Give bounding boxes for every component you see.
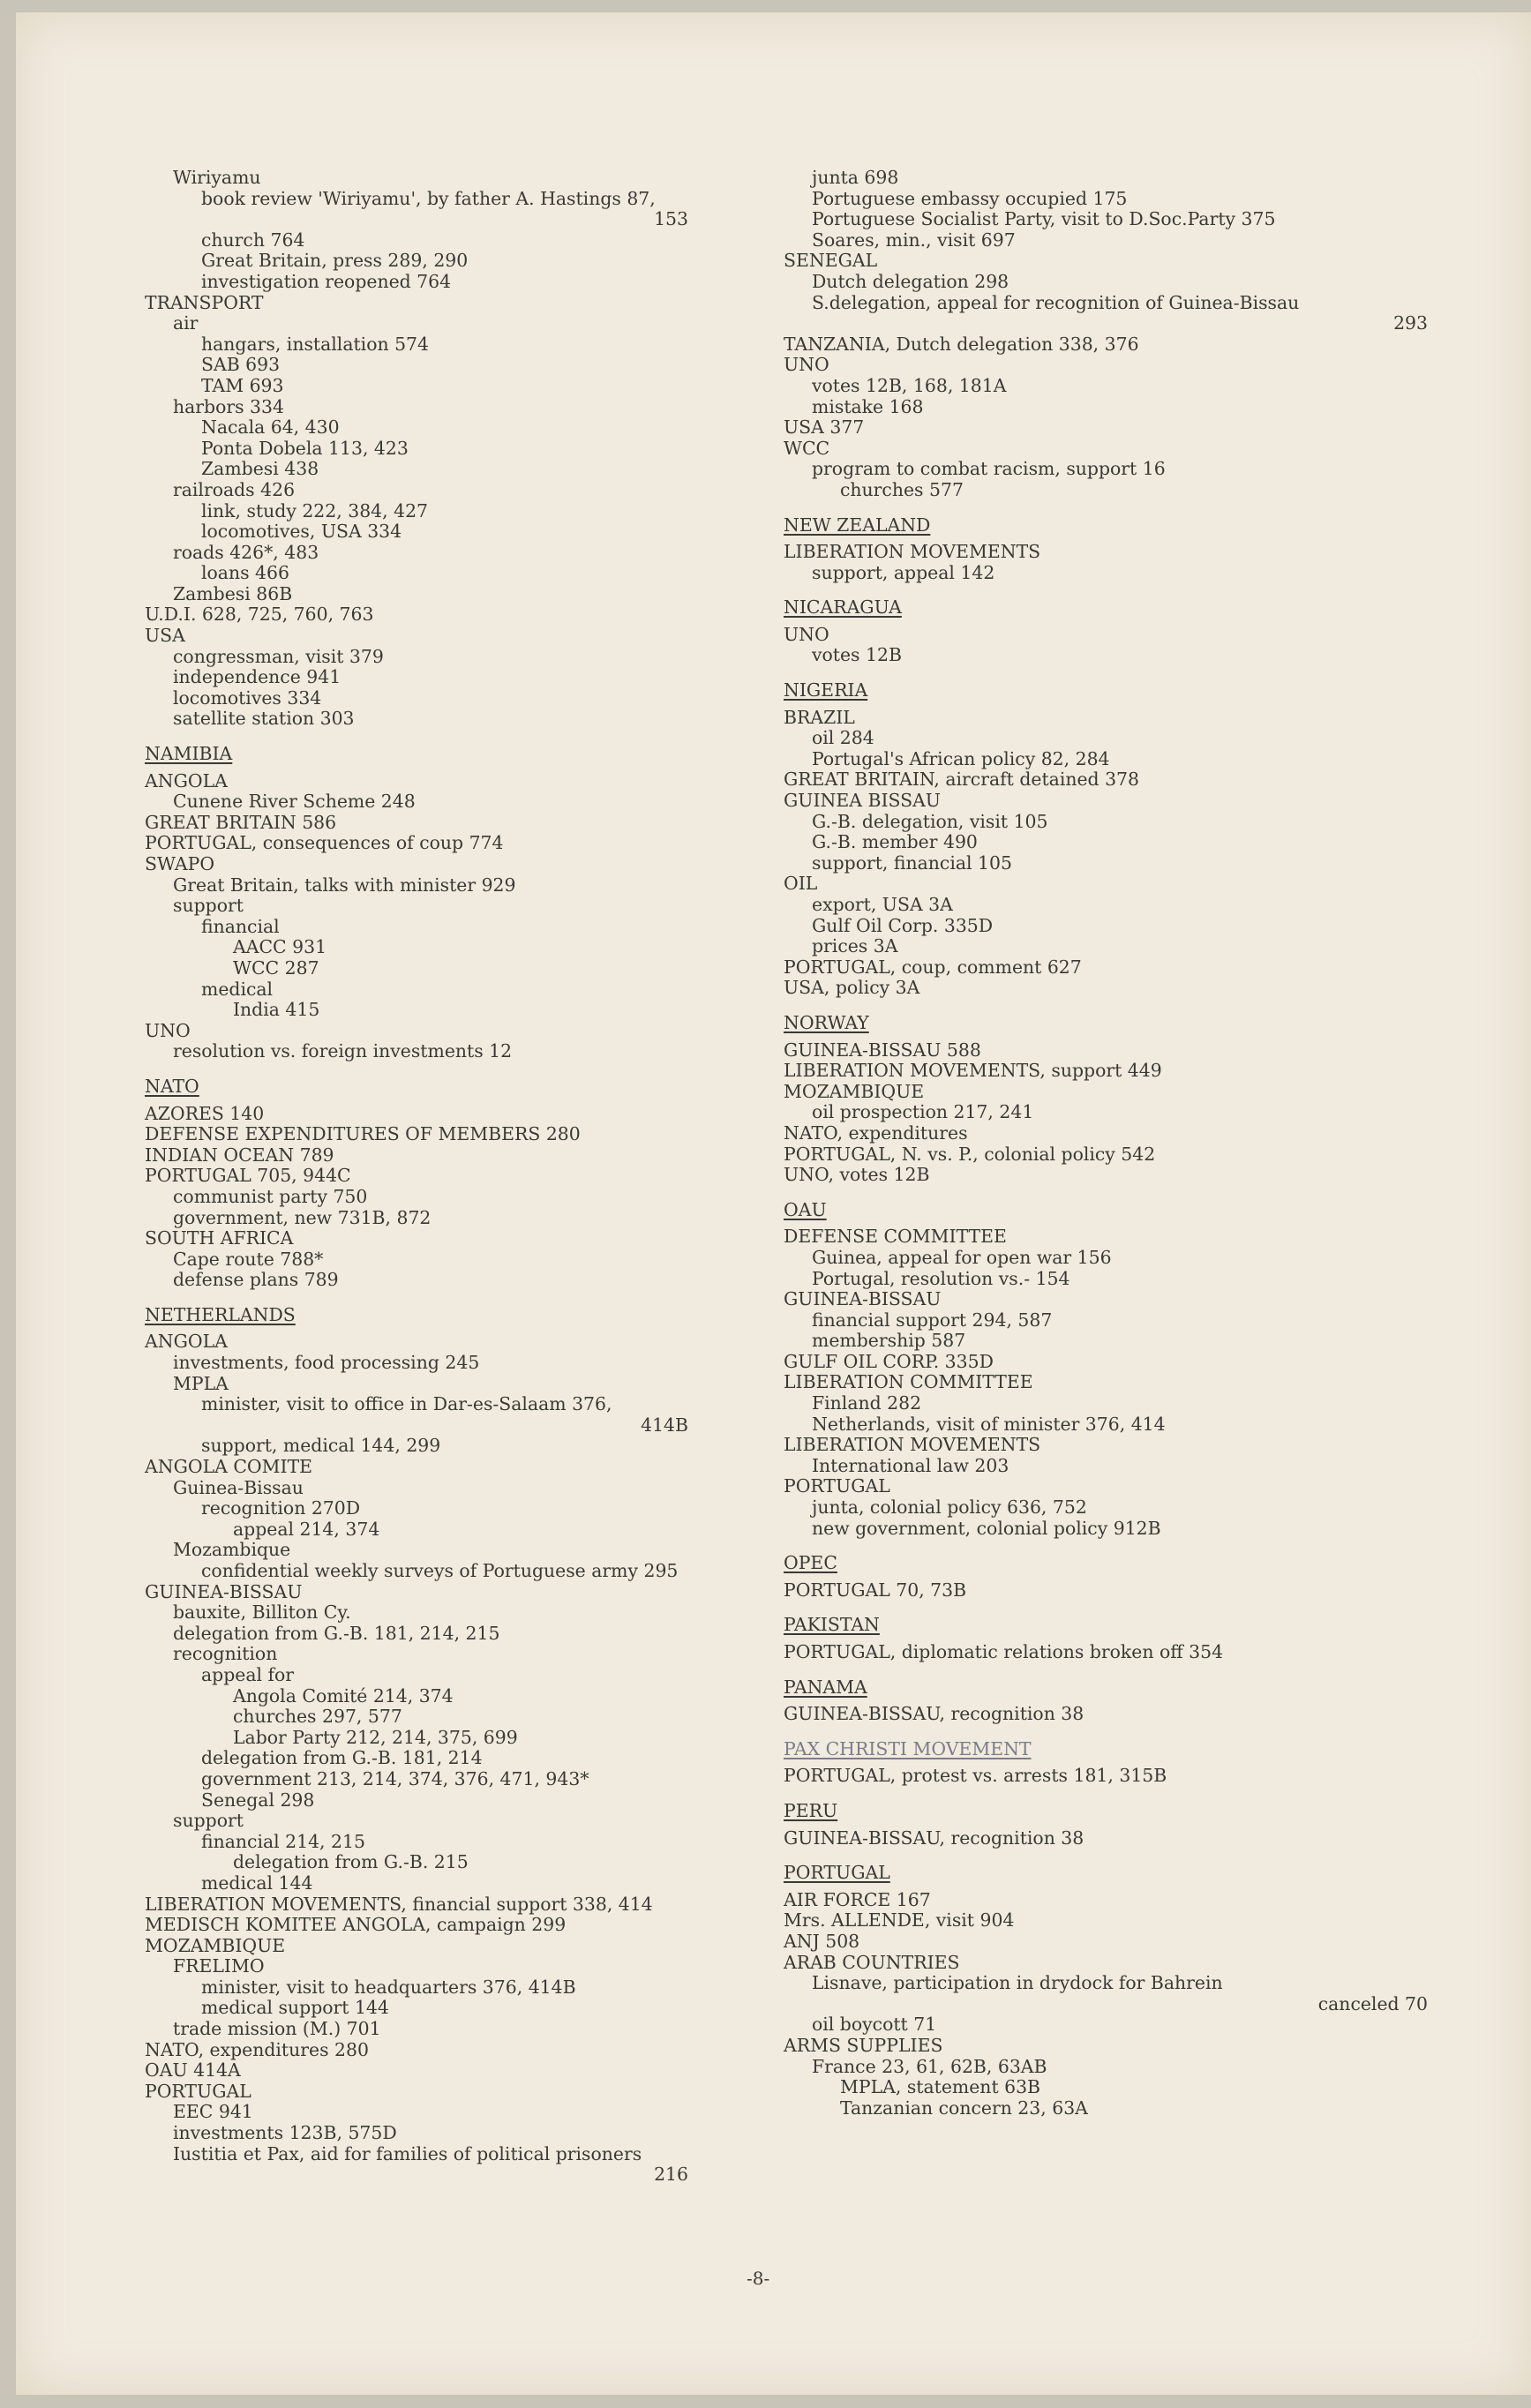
- index-entry: independence 941: [173, 666, 341, 688]
- index-entry: hangars, installation 574: [201, 333, 429, 355]
- index-entry: USA 377: [784, 416, 865, 439]
- index-entry: UNO, votes 12B: [784, 1164, 930, 1186]
- index-entry: S.delegation, appeal for recognition of Guinea-Bissau: [812, 291, 1300, 313]
- index-entry: oil boycott 71: [812, 2014, 937, 2036]
- index-heading: NEW ZEALAND: [784, 514, 931, 536]
- index-entry: Gulf Oil Corp. 335D: [812, 914, 994, 936]
- index-entry: Netherlands, visit of minister 376, 414: [812, 1413, 1166, 1435]
- index-entry: Zambesi 86B: [173, 582, 293, 604]
- index-entry: PORTUGAL, N. vs. P., colonial policy 542: [784, 1143, 1156, 1165]
- index-entry: Portugal's African policy 82, 284: [812, 747, 1110, 769]
- index-entry: FRELIMO: [173, 1955, 265, 1977]
- index-entry: U.D.I. 628, 725, 760, 763: [145, 604, 374, 626]
- index-entry: PORTUGAL, coup, comment 627: [784, 956, 1082, 978]
- index-entry: support, financial 105: [812, 851, 1012, 874]
- index-heading: PANAMA: [784, 1676, 867, 1698]
- index-entry: ANGOLA: [145, 769, 228, 791]
- index-entry: SWAPO: [145, 853, 215, 874]
- index-entry: TANZANIA, Dutch delegation 338, 376: [784, 333, 1139, 355]
- index-entry: support, medical 144, 299: [201, 1435, 441, 1457]
- index-entry: AACC 931: [233, 936, 327, 958]
- index-entry: air: [173, 312, 199, 334]
- index-entry: GULF OIL CORP. 335D: [784, 1350, 994, 1372]
- index-entry: WCC: [784, 437, 830, 459]
- index-entry: Cunene River Scheme 248: [173, 791, 416, 813]
- index-entry: trade mission (M.) 701: [173, 2018, 381, 2040]
- index-entry: WCC 287: [233, 956, 319, 979]
- index-entry: financial support 294, 587: [812, 1309, 1053, 1331]
- index-entry: OAU 414A: [145, 2059, 241, 2082]
- index-column-left: [145, 168, 709, 2186]
- index-heading: PAKISTAN: [784, 1614, 880, 1636]
- index-heading: NATO: [145, 1075, 199, 1097]
- index-entry: membership 587: [812, 1330, 966, 1352]
- index-entry: book review 'Wiriyamu', by father A. Hastings 87,: [201, 187, 656, 209]
- index-entry: NATO, expenditures: [784, 1121, 968, 1144]
- index-entry: SENEGAL: [784, 250, 878, 272]
- index-entry: Great Britain, talks with minister 929: [173, 874, 516, 896]
- index-entry: TRANSPORT: [145, 291, 264, 313]
- index-entry: confidential weekly surveys of Portuguese army 295: [201, 1560, 679, 1581]
- index-entry: Cape route 788*: [173, 1248, 324, 1270]
- index-entry: ANGOLA: [145, 1331, 228, 1353]
- index-entry: bauxite, Billiton Cy.: [173, 1602, 351, 1624]
- index-entry: Guinea, appeal for open war 156: [812, 1246, 1112, 1268]
- index-entry: UNO: [784, 623, 829, 645]
- index-entry: 293: [1393, 312, 1428, 334]
- index-entry: PORTUGAL: [784, 1475, 890, 1497]
- index-entry: PORTUGAL 705, 944C: [145, 1165, 351, 1187]
- index-entry: recognition: [173, 1643, 278, 1665]
- index-entry: Portuguese embassy occupied 175: [812, 187, 1128, 209]
- index-entry: USA: [145, 625, 185, 647]
- index-entry: medical support 144: [201, 1997, 389, 2019]
- index-entry: LIBERATION MOVEMENTS: [784, 1434, 1041, 1456]
- index-entry: OIL: [784, 873, 818, 895]
- index-entry: minister, visit to office in Dar-es-Salaam 376,: [201, 1393, 612, 1415]
- index-entry: minister, visit to headquarters 376, 414B: [201, 1976, 576, 1998]
- index-entry: church 764: [201, 229, 305, 251]
- index-entry: resolution vs. foreign investments 12: [173, 1040, 513, 1062]
- index-heading: OPEC: [784, 1552, 837, 1574]
- index-heading: NAMIBIA: [145, 743, 233, 765]
- index-entry: votes 12B: [812, 644, 902, 666]
- index-entry: government 213, 214, 374, 376, 471, 943*: [201, 1767, 589, 1789]
- index-entry: support: [173, 895, 244, 917]
- index-entry: export, USA 3A: [812, 894, 953, 915]
- index-entry: locomotives, USA 334: [201, 521, 402, 543]
- index-entry: program to combat racism, support 16: [812, 458, 1166, 480]
- index-entry: GUINEA-BISSAU: [784, 1288, 942, 1310]
- index-entry: recognition 270D: [201, 1497, 361, 1519]
- index-entry: NATO, expenditures 280: [145, 2038, 369, 2060]
- index-entry: churches 297, 577: [233, 1706, 402, 1728]
- index-entry: votes 12B, 168, 181A: [812, 374, 1007, 396]
- index-entry: delegation from G.-B. 181, 214: [201, 1747, 483, 1769]
- index-heading: NETHERLANDS: [145, 1303, 296, 1325]
- index-entry: Zambesi 438: [201, 458, 319, 480]
- index-entry: G.-B. member 490: [812, 831, 978, 853]
- index-entry: Angola Comité 214, 374: [233, 1684, 454, 1707]
- index-entry: AZORES 140: [145, 1102, 265, 1124]
- index-heading: PAX CHRISTI MOVEMENT: [784, 1737, 1032, 1759]
- index-entry: government, new 731B, 872: [173, 1206, 432, 1228]
- index-entry: LIBERATION MOVEMENTS: [784, 541, 1041, 563]
- index-entry: G.-B. delegation, visit 105: [812, 810, 1048, 832]
- index-entry: Ponta Dobela 113, 423: [201, 437, 409, 459]
- index-entry: SOUTH AFRICA: [145, 1227, 294, 1249]
- index-entry: mistake 168: [812, 395, 924, 417]
- index-entry: GUINEA-BISSAU 588: [784, 1039, 981, 1061]
- index-entry: SAB 693: [201, 354, 281, 376]
- index-entry: loans 466: [201, 562, 289, 584]
- index-entry: GUINEA BISSAU: [784, 790, 941, 812]
- index-entry: investments, food processing 245: [173, 1352, 480, 1374]
- index-entry: 153: [654, 208, 688, 230]
- index-entry: 414B: [641, 1414, 688, 1436]
- index-entry: TAM 693: [201, 374, 284, 396]
- index-entry: junta, colonial policy 636, 752: [812, 1497, 1087, 1519]
- index-entry: Portugal, resolution vs.- 154: [812, 1267, 1070, 1289]
- index-heading: NICARAGUA: [784, 596, 902, 619]
- index-entry: medical: [201, 978, 274, 1000]
- index-entry: ANGOLA COMITE: [145, 1456, 313, 1478]
- index-entry: EEC 941: [173, 2101, 253, 2123]
- index-entry: DEFENSE COMMITTEE: [784, 1226, 1007, 1248]
- index-entry: INDIAN OCEAN 789: [145, 1144, 334, 1166]
- index-entry: Guinea-Bissau: [173, 1476, 304, 1498]
- index-entry: LIBERATION MOVEMENTS, support 449: [784, 1060, 1162, 1082]
- index-entry: Nacala 64, 430: [201, 416, 340, 439]
- index-entry: India 415: [233, 999, 320, 1021]
- index-entry: Mrs. ALLENDE, visit 904: [784, 1909, 1015, 1932]
- document-page: [16, 12, 1531, 2395]
- index-entry: oil 284: [812, 727, 874, 749]
- index-entry: ANJ 508: [784, 1930, 860, 1952]
- index-entry: Portuguese Socialist Party, visit to D.Soc.Party 375: [812, 208, 1276, 230]
- index-entry: Wiriyamu: [173, 167, 261, 188]
- index-entry: support, appeal 142: [812, 561, 995, 583]
- index-entry: financial: [201, 915, 280, 937]
- index-column-right: [784, 168, 1428, 2119]
- index-entry: BRAZIL: [784, 706, 855, 728]
- index-entry: AIR FORCE 167: [784, 1888, 931, 1910]
- index-entry: MOZAMBIQUE: [784, 1080, 925, 1102]
- index-entry: roads 426*, 483: [173, 541, 319, 563]
- index-entry: France 23, 61, 62B, 63AB: [812, 2055, 1047, 2077]
- index-entry: MPLA, statement 63B: [840, 2076, 1041, 2098]
- index-entry: GUINEA-BISSAU: [145, 1580, 303, 1602]
- index-entry: Senegal 298: [201, 1789, 315, 1811]
- index-entry: financial 214, 215: [201, 1830, 365, 1852]
- index-entry: PORTUGAL: [145, 2080, 251, 2102]
- index-entry: MEDISCH KOMITEE ANGOLA, campaign 299: [145, 1914, 567, 1936]
- index-entry: railroads 426: [173, 478, 296, 500]
- index-entry: MPLA: [173, 1372, 229, 1394]
- index-entry: new government, colonial policy 912B: [812, 1517, 1161, 1539]
- index-heading: NORWAY: [784, 1011, 869, 1033]
- index-entry: Finland 282: [812, 1392, 922, 1414]
- index-entry: Lisnave, participation in drydock for Bahrein: [812, 1972, 1223, 1994]
- index-heading: OAU: [784, 1198, 827, 1220]
- index-entry: GREAT BRITAIN, aircraft detained 378: [784, 769, 1139, 791]
- index-entry: satellite station 303: [173, 708, 355, 730]
- index-entry: investments 123B, 575D: [173, 2122, 397, 2144]
- index-entry: LIBERATION COMMITTEE: [784, 1371, 1033, 1393]
- index-entry: oil prospection 217, 241: [812, 1101, 1034, 1123]
- index-entry: Great Britain, press 289, 290: [201, 250, 469, 272]
- index-entry: support: [173, 1810, 244, 1832]
- index-entry: link, study 222, 384, 427: [201, 499, 429, 521]
- index-entry: PORTUGAL, protest vs. arrests 181, 315B: [784, 1765, 1167, 1787]
- index-entry: Tanzanian concern 23, 63A: [840, 2097, 1088, 2119]
- index-entry: Mozambique: [173, 1539, 291, 1561]
- index-entry: communist party 750: [173, 1185, 368, 1207]
- index-entry: congressman, visit 379: [173, 645, 384, 667]
- index-entry: 216: [654, 2164, 688, 2186]
- index-entry: harbors 334: [173, 395, 284, 417]
- index-entry: UNO: [784, 354, 829, 376]
- index-entry: Soares, min., visit 697: [812, 229, 1016, 251]
- index-entry: GUINEA-BISSAU, recognition 38: [784, 1827, 1084, 1849]
- index-entry: Labor Party 212, 214, 375, 699: [233, 1726, 518, 1748]
- index-entry: International law 203: [812, 1454, 1009, 1476]
- index-entry: UNO: [145, 1019, 191, 1041]
- index-entry: prices 3A: [812, 935, 898, 957]
- index-entry: appeal for: [201, 1663, 295, 1685]
- index-entry: PORTUGAL, consequences of coup 774: [145, 832, 504, 854]
- index-entry: MOZAMBIQUE: [145, 1934, 286, 1956]
- index-entry: investigation reopened 764: [201, 270, 452, 292]
- index-heading: PORTUGAL: [784, 1862, 890, 1884]
- index-entry: junta 698: [812, 167, 899, 188]
- index-entry: Iustitia et Pax, aid for families of political prisoners: [173, 2142, 642, 2164]
- index-entry: medical 144: [201, 1872, 313, 1894]
- index-entry: LIBERATION MOVEMENTS, financial support 338, 414: [145, 1893, 653, 1915]
- index-entry: locomotives 334: [173, 686, 322, 709]
- index-entry: churches 577: [840, 478, 964, 500]
- index-entry: PORTUGAL 70, 73B: [784, 1579, 967, 1601]
- index-entry: delegation from G.-B. 215: [233, 1851, 469, 1873]
- index-entry: ARMS SUPPLIES: [784, 2034, 943, 2056]
- index-entry: defense plans 789: [173, 1269, 339, 1291]
- index-entry: DEFENSE EXPENDITURES OF MEMBERS 280: [145, 1123, 581, 1145]
- index-entry: USA, policy 3A: [784, 977, 920, 999]
- index-entry: canceled 70: [1317, 1992, 1428, 2014]
- index-heading: PERU: [784, 1799, 838, 1821]
- index-entry: PORTUGAL, diplomatic relations broken off 354: [784, 1641, 1224, 1662]
- index-entry: Dutch delegation 298: [812, 270, 1009, 292]
- index-entry: GREAT BRITAIN 586: [145, 811, 337, 833]
- page-number: -8-: [747, 2268, 770, 2289]
- index-entry: appeal 214, 374: [233, 1518, 380, 1540]
- index-entry: delegation from G.-B. 181, 214, 215: [173, 1622, 500, 1644]
- index-entry: GUINEA-BISSAU, recognition 38: [784, 1703, 1084, 1725]
- index-entry: ARAB COUNTRIES: [784, 1951, 960, 1973]
- index-heading: NIGERIA: [784, 679, 868, 701]
